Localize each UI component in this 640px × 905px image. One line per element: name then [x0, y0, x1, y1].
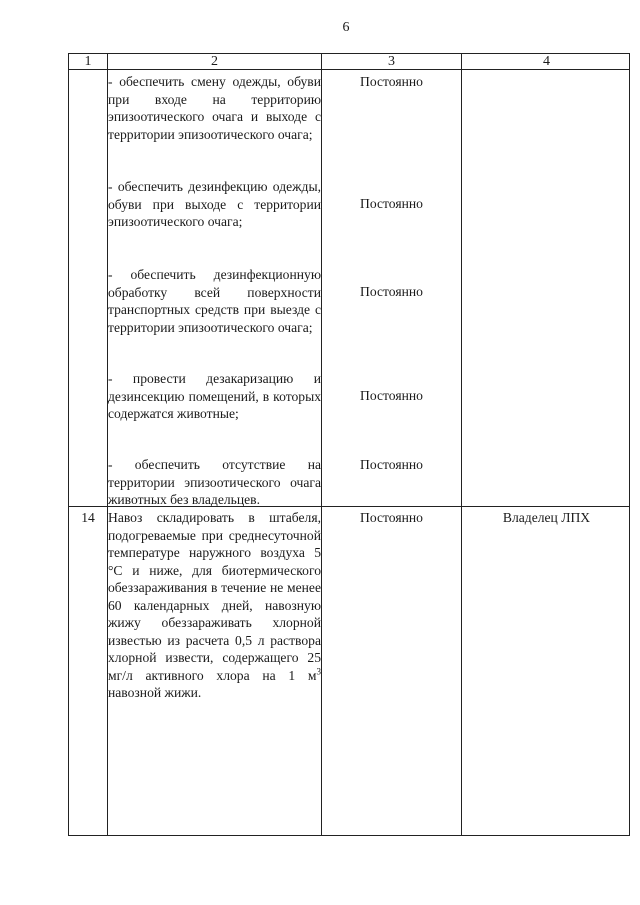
measure-period: Постоянно: [360, 284, 423, 299]
page-number: 6: [342, 20, 350, 35]
table-row-14: [69, 507, 631, 837]
header-col-4: 4: [543, 54, 550, 69]
measures-table: [68, 53, 630, 836]
measure-period: Постоянно: [360, 457, 423, 472]
row-number: 14: [81, 510, 95, 525]
measure-item: - обеспечить дезинфекционную обработку всей поверхности транспортных средств при выезде с территории эпизоотического очага;: [108, 267, 321, 335]
measure-item: - обеспечить дезинфекцию одежды, обуви при выходе с территории эпизоотического очага;: [108, 179, 321, 229]
measure-period: Постоянно: [360, 388, 423, 403]
row-14-responsible: Владелец ЛПХ: [502, 510, 591, 525]
row-14-period: Постоянно: [360, 510, 423, 525]
measure-item: - провести дезакаризацию и дезинсекцию помещений, в которых содержатся животные;: [108, 371, 321, 421]
measure-period: Постоянно: [360, 196, 423, 211]
row-14-text-end: навозной жижи.: [108, 685, 202, 700]
header-col-2: 2: [211, 54, 218, 69]
cubic-superscript: 3: [316, 665, 321, 676]
header-col-3: 3: [388, 54, 395, 69]
row-14-text-main: Навоз складировать в штабеля, подогреваемые при среднесуточной температуре наружного воздуха 5 °С и ниже, для биотермического обеззараживания в течение не менее 60 календарных дней, навозную жижу обеззараживать хлорной известью из расчета 0,5 л раствора хлорной извести, содержащего 25 мг/л активного хлора на 1 м: [108, 510, 321, 683]
header-col-1: 1: [84, 54, 92, 69]
row-14-text: [108, 509, 321, 702]
measure-item: - обеспечить смену одежды, обуви при входе на территорию эпизоотического очага и выходе с территории эпизоотического очага;: [108, 74, 321, 142]
measure-item: - обеспечить отсутствие на территории эпизоотического очага животных без владельцев.: [108, 457, 321, 507]
measure-period: Постоянно: [360, 74, 423, 89]
